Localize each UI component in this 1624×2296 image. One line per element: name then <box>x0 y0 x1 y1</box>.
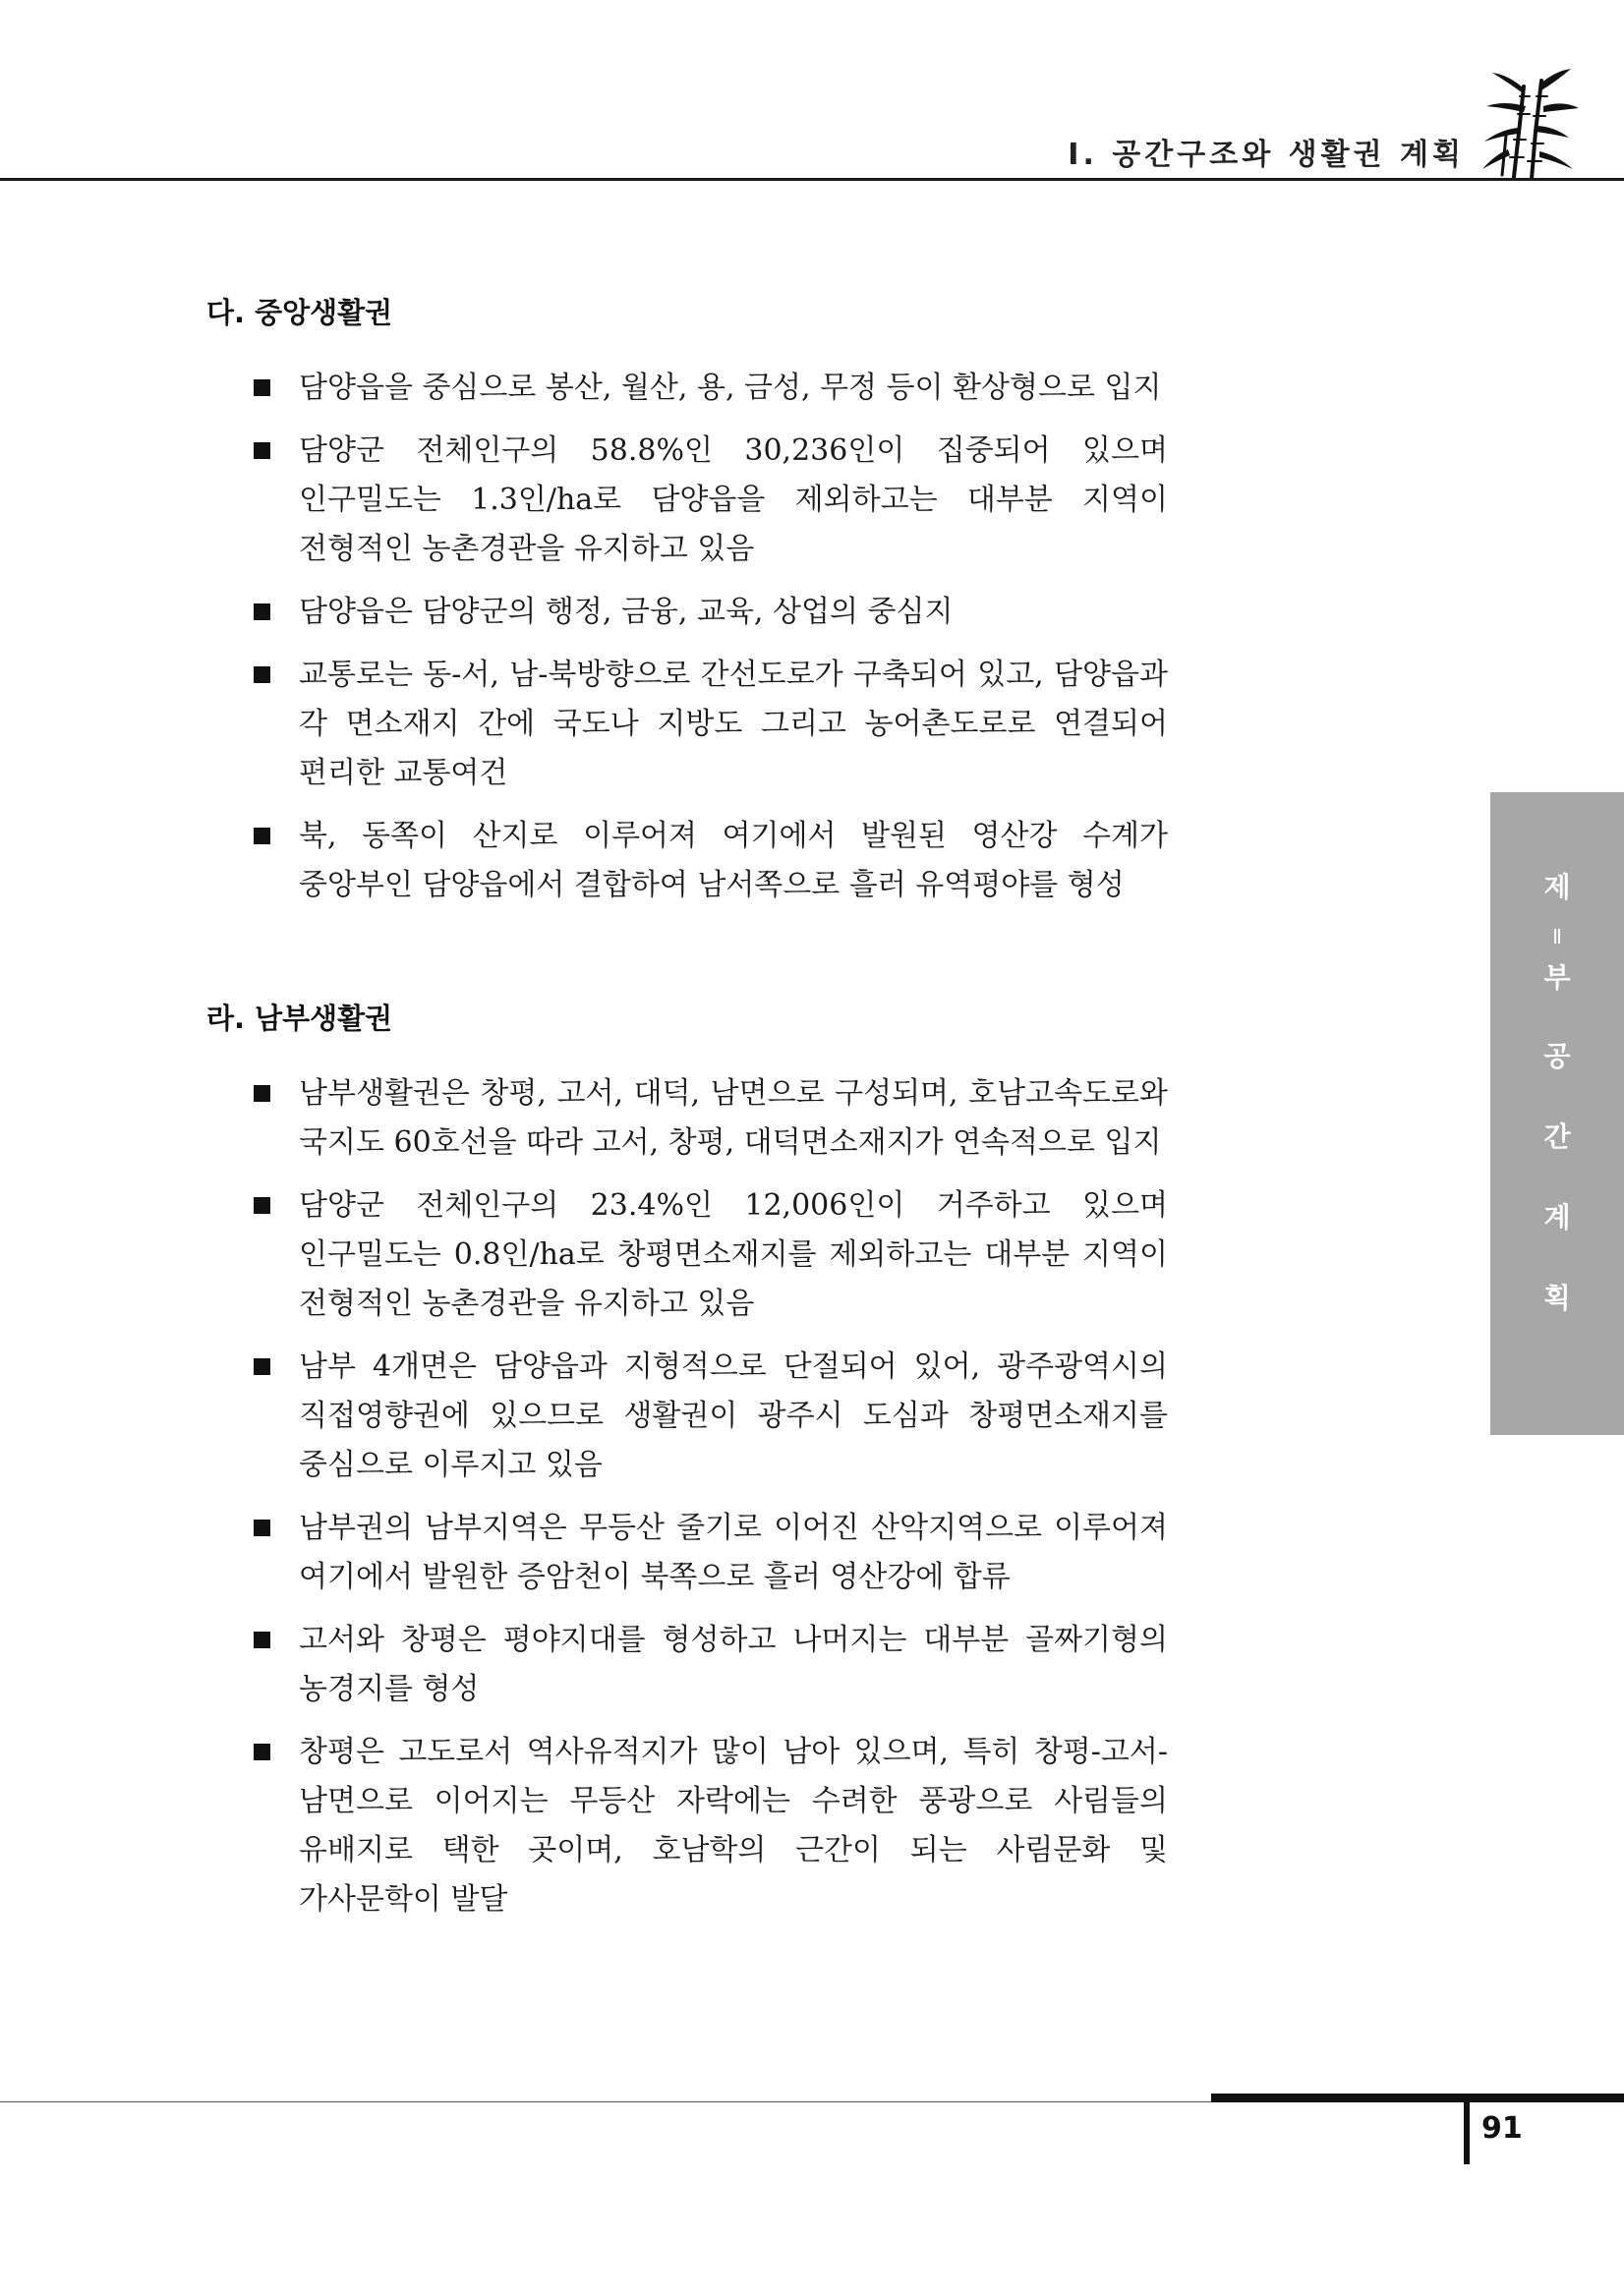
list-item <box>254 1181 1168 1329</box>
list-item-text: 남부 4개면은 담양읍과 지형적으로 단절되어 있어, 광주광역시의 직접영향권에 있으므로 생활권이 광주시 도심과 창평면소재지를 중심으로 이루지고 있음 <box>299 1349 1168 1482</box>
side-tab-char: 부 <box>1543 961 1571 994</box>
square-bullet-icon <box>254 1085 270 1102</box>
square-bullet-icon <box>254 828 270 844</box>
list-item <box>254 1616 1168 1714</box>
side-tab-char: 제 <box>1543 871 1571 903</box>
side-tab-char: 획 <box>1543 1282 1571 1314</box>
list-item <box>254 588 1168 637</box>
square-bullet-icon <box>254 1632 270 1648</box>
list-item <box>254 1343 1168 1490</box>
list-item-text: 북, 동쪽이 산지로 이루어져 여기에서 발원된 영산강 수계가 중앙부인 담양읍에서 결합하여 남서쪽으로 흘러 유역평야를 형성 <box>299 819 1168 902</box>
list-item-text: 창평은 고도로서 역사유적지가 많이 남아 있으며, 특히 창평-고서-남면으로 이어지는 무등산 자락에는 수려한 풍광으로 사림들의 유배지로 택한 곳이며, 호남학의 근간이 되는 사림문화 및 가사문학이 발달 <box>299 1735 1168 1917</box>
square-bullet-icon <box>254 379 270 396</box>
list-item-text: 담양군 전체인구의 23.4%인 12,006인이 거주하고 있으며 인구밀도는 0.8인/ha로 창평면소재지를 제외하고는 대부분 지역이 전형적인 농촌경관을 유지하고 있음 <box>299 1188 1168 1321</box>
side-tab-char: 공 <box>1543 1040 1571 1072</box>
side-tab-char: 계 <box>1543 1201 1571 1234</box>
square-bullet-icon <box>254 603 270 620</box>
section-heading: 라. 남부생활권 <box>206 1002 393 1035</box>
bamboo-icon <box>1475 67 1583 183</box>
running-header-title: Ⅰ. 공간구조와 생활권 계획 <box>1068 138 1465 172</box>
list-item <box>254 812 1168 910</box>
list-item-text: 남부생활권은 창평, 고서, 대덕, 남면으로 구성되며, 호남고속도로와 국지도 60호선을 따라 고서, 창평, 대덕면소재지가 연속적으로 입지 <box>299 1076 1168 1160</box>
header-rule <box>0 178 1624 181</box>
list-item-text: 남부권의 남부지역은 무등산 줄기로 이어진 산악지역으로 이루어져 여기에서 발원한 증암천이 북쪽으로 흘러 영산강에 합류 <box>299 1511 1168 1594</box>
square-bullet-icon <box>254 1744 270 1760</box>
square-bullet-icon <box>254 666 270 683</box>
bullet-list <box>254 364 1168 924</box>
square-bullet-icon <box>254 1520 270 1536</box>
footer-rule-accent <box>1211 2094 1624 2102</box>
side-tab-char: 간 <box>1543 1120 1571 1153</box>
list-item <box>254 651 1168 798</box>
list-item-text: 교통로는 동-서, 남-북방향으로 간선도로가 구축되어 있고, 담양읍과 각 면소재지 간에 국도나 지방도 그리고 농어촌도로로 연결되어 편리한 교통여건 <box>299 658 1168 790</box>
part-side-tab <box>1490 792 1624 1435</box>
page-number-bar <box>1464 2101 1470 2164</box>
list-item-text: 고서와 창평은 평야지대를 형성하고 나머지는 대부분 골짜기형의 농경지를 형성 <box>299 1623 1168 1706</box>
page-number: 91 <box>1481 2111 1523 2146</box>
list-item <box>254 1069 1168 1168</box>
list-item-text: 담양읍을 중심으로 봉산, 월산, 용, 금성, 무정 등이 환상형으로 입지 <box>299 371 1162 405</box>
list-item-text: 담양군 전체인구의 58.8%인 30,236인이 집중되어 있으며 인구밀도는 1.3인/ha로 담양읍을 제외하고는 대부분 지역이 전형적인 농촌경관을 유지하고 있음 <box>299 433 1168 566</box>
footer-rule <box>0 2101 1211 2102</box>
section-heading: 다. 중앙생활권 <box>206 296 393 329</box>
square-bullet-icon <box>254 1197 270 1214</box>
square-bullet-icon <box>254 442 270 459</box>
list-item <box>254 427 1168 574</box>
list-item <box>254 1728 1168 1924</box>
list-item-text: 담양읍은 담양군의 행정, 금융, 교육, 상업의 중심지 <box>299 595 954 629</box>
list-item <box>254 364 1168 413</box>
bullet-list <box>254 1069 1168 1938</box>
side-tab-char: Ⅱ <box>1552 925 1562 948</box>
list-item <box>254 1504 1168 1602</box>
square-bullet-icon <box>254 1358 270 1375</box>
